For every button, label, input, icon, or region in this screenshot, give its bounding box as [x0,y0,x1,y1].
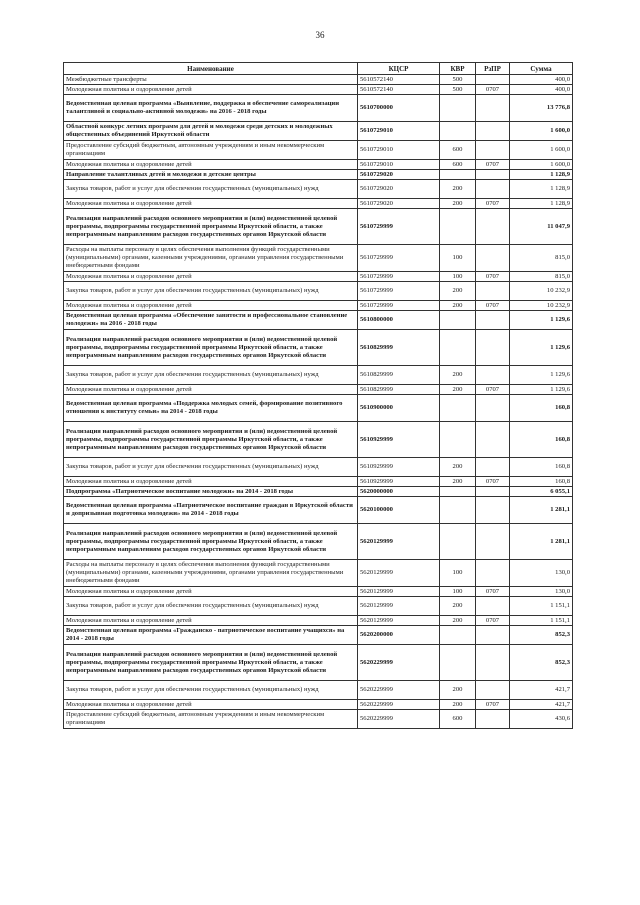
cell-sum: 852,3 [510,626,573,645]
cell-name: Молодежная политика и оздоровление детей [64,301,358,311]
cell-sum: 160,8 [510,477,573,487]
cell-sum: 1 281,1 [510,524,573,560]
cell-rzpr [476,458,510,477]
cell-kcsr: 5620000000 [358,487,440,497]
cell-kcsr: 5620129999 [358,587,440,597]
table-row [64,301,573,311]
table-row [64,458,573,477]
cell-kcsr: 5620229999 [358,645,440,681]
table-row [64,422,573,458]
cell-kvr [440,422,476,458]
cell-kvr [440,395,476,422]
header-rzpr: РзПР [476,63,510,75]
cell-rzpr: 0707 [476,272,510,282]
cell-name: Молодежная политика и оздоровление детей [64,616,358,626]
table-row [64,626,573,645]
cell-rzpr [476,209,510,245]
table-body [64,75,573,729]
cell-sum: 1 151,1 [510,616,573,626]
cell-kcsr: 5620100000 [358,497,440,524]
cell-sum: 421,7 [510,700,573,710]
cell-kcsr: 5610700000 [358,95,440,122]
cell-name: Закупка товаров, работ и услуг для обеспечения государственных (муниципальных) нужд [64,458,358,477]
cell-kcsr: 5620200000 [358,626,440,645]
cell-sum: 1 600,0 [510,160,573,170]
table-row [64,122,573,141]
table-row [64,645,573,681]
cell-sum: 1 129,6 [510,366,573,385]
cell-sum: 815,0 [510,245,573,272]
cell-sum: 421,7 [510,681,573,700]
cell-name: Молодежная политика и оздоровление детей [64,272,358,282]
cell-kcsr: 5620129999 [358,616,440,626]
cell-rzpr [476,626,510,645]
cell-sum: 1 600,0 [510,141,573,160]
cell-rzpr [476,282,510,301]
cell-name: Молодежная политика и оздоровление детей [64,385,358,395]
cell-sum: 400,0 [510,85,573,95]
cell-kvr: 600 [440,710,476,729]
cell-name: Ведомственная целевая программа «Гражданско - патриотическое воспитание учащихся» на 2014 - 2018 годы [64,626,358,645]
cell-name: Предоставление субсидий бюджетным, автономным учреждениям и иным некоммерческим организациям [64,710,358,729]
cell-rzpr [476,681,510,700]
cell-kvr: 200 [440,681,476,700]
cell-name: Расходы на выплаты персоналу в целях обеспечения выполнения функций государственными (муниципальными) органами, казенными учреждениями, органами управления государственными внебюджетными фондами [64,560,358,587]
table-row [64,199,573,209]
table-row [64,710,573,729]
cell-kvr: 500 [440,85,476,95]
cell-kvr [440,170,476,180]
cell-kvr: 200 [440,180,476,199]
cell-kvr [440,487,476,497]
cell-rzpr [476,122,510,141]
cell-kvr [440,209,476,245]
cell-rzpr [476,170,510,180]
cell-name: Ведомственная целевая программа «Выявление, поддержка и обеспечение самореализации талантливой и социально-активной молодежи» на 2016 - 2018 годы [64,95,358,122]
cell-name: Реализация направлений расходов основного мероприятия и (или) ведомственной целевой программы, подпрограммы государственной программы Иркутской области, а также непрограммным направлениям расходов государственных органов Иркутской области [64,330,358,366]
cell-rzpr: 0707 [476,301,510,311]
cell-kcsr: 5610929999 [358,422,440,458]
cell-kvr [440,122,476,141]
table-row [64,85,573,95]
cell-name: Предоставление субсидий бюджетным, автономным учреждениям и иным некоммерческим организациям [64,141,358,160]
table-row [64,311,573,330]
cell-name: Ведомственная целевая программа «Поддержка молодых семей, формирование позитивного отношения к институту семьи» на 2014 - 2018 годы [64,395,358,422]
cell-sum: 852,3 [510,645,573,681]
cell-kcsr: 5610829999 [358,385,440,395]
cell-name: Молодежная политика и оздоровление детей [64,85,358,95]
cell-sum: 815,0 [510,272,573,282]
cell-name: Закупка товаров, работ и услуг для обеспечения государственных (муниципальных) нужд [64,681,358,700]
cell-sum: 1 600,0 [510,122,573,141]
cell-sum: 1 128,9 [510,199,573,209]
cell-rzpr [476,330,510,366]
cell-sum: 430,6 [510,710,573,729]
cell-kcsr: 5610729010 [358,160,440,170]
cell-rzpr [476,366,510,385]
cell-rzpr [476,487,510,497]
cell-kcsr: 5610800000 [358,311,440,330]
cell-name: Реализация направлений расходов основного мероприятия и (или) ведомственной целевой программы, подпрограммы государственной программы Иркутской области, а также непрограммным направлениям расходов государственных органов Иркутской области [64,422,358,458]
cell-rzpr: 0707 [476,85,510,95]
table-row [64,272,573,282]
cell-sum: 1 129,6 [510,385,573,395]
table-row [64,487,573,497]
cell-kvr [440,524,476,560]
cell-name: Закупка товаров, работ и услуг для обеспечения государственных (муниципальных) нужд [64,597,358,616]
cell-kcsr: 5610729999 [358,282,440,301]
cell-rzpr [476,141,510,160]
cell-kcsr: 5620229999 [358,700,440,710]
cell-name: Подпрограмма «Патриотическое воспитание молодежи» на 2014 - 2018 годы [64,487,358,497]
cell-kcsr: 5610900000 [358,395,440,422]
table-row [64,524,573,560]
cell-sum: 160,8 [510,458,573,477]
table-header-row [64,63,573,75]
table-row [64,560,573,587]
cell-sum: 130,0 [510,560,573,587]
cell-name: Молодежная политика и оздоровление детей [64,700,358,710]
cell-kcsr: 5610929999 [358,477,440,487]
header-name: Наименование [64,63,358,75]
cell-kcsr: 5610729020 [358,170,440,180]
cell-rzpr [476,311,510,330]
cell-kvr [440,311,476,330]
cell-rzpr [476,497,510,524]
cell-name: Закупка товаров, работ и услуг для обеспечения государственных (муниципальных) нужд [64,180,358,199]
cell-name: Молодежная политика и оздоровление детей [64,477,358,487]
cell-kvr: 200 [440,199,476,209]
cell-kvr [440,330,476,366]
cell-rzpr [476,560,510,587]
cell-sum: 13 776,8 [510,95,573,122]
cell-kcsr: 5610729010 [358,141,440,160]
cell-kvr: 600 [440,160,476,170]
cell-sum: 10 232,9 [510,301,573,311]
table-row [64,209,573,245]
table-row [64,330,573,366]
cell-kvr: 200 [440,282,476,301]
cell-rzpr: 0707 [476,160,510,170]
cell-rzpr: 0707 [476,700,510,710]
header-sum: Сумма [510,63,573,75]
cell-kvr: 200 [440,458,476,477]
cell-sum: 160,8 [510,422,573,458]
cell-rzpr [476,645,510,681]
cell-kcsr: 5610829999 [358,366,440,385]
cell-rzpr [476,95,510,122]
cell-kcsr: 5610729020 [358,180,440,199]
cell-rzpr [476,395,510,422]
budget-table [63,62,573,729]
cell-sum: 1 281,1 [510,497,573,524]
cell-sum: 1 128,9 [510,180,573,199]
cell-kcsr: 5610729999 [358,245,440,272]
cell-kvr [440,645,476,681]
cell-kvr: 200 [440,700,476,710]
cell-rzpr [476,75,510,85]
table-row [64,681,573,700]
cell-kvr [440,95,476,122]
cell-rzpr: 0707 [476,477,510,487]
cell-name: Молодежная политика и оздоровление детей [64,199,358,209]
cell-kcsr: 5610929999 [358,458,440,477]
cell-kvr: 100 [440,560,476,587]
cell-kcsr: 5620129999 [358,560,440,587]
cell-name: Реализация направлений расходов основного мероприятия и (или) ведомственной целевой программы, подпрограммы государственной программы Иркутской области, а также непрограммным направлениям расходов государственных органов Иркутской области [64,209,358,245]
cell-sum: 130,0 [510,587,573,597]
cell-kcsr: 5620129999 [358,597,440,616]
cell-rzpr [476,524,510,560]
cell-rzpr [476,597,510,616]
cell-name: Реализация направлений расходов основного мероприятия и (или) ведомственной целевой программы, подпрограммы государственной программы Иркутской области, а также непрограммным направлениям расходов государственных органов Иркутской области [64,524,358,560]
cell-kvr: 600 [440,141,476,160]
cell-rzpr [476,245,510,272]
table-row [64,141,573,160]
cell-rzpr: 0707 [476,587,510,597]
header-kcsr: КЦСР [358,63,440,75]
cell-kvr: 200 [440,477,476,487]
cell-sum: 10 232,9 [510,282,573,301]
cell-kvr: 200 [440,301,476,311]
cell-rzpr [476,422,510,458]
cell-sum: 1 129,6 [510,330,573,366]
cell-rzpr: 0707 [476,385,510,395]
cell-kvr: 100 [440,245,476,272]
table-row [64,616,573,626]
table-row [64,477,573,487]
table-row [64,170,573,180]
cell-name: Направление талантливых детей и молодежи в детские центры [64,170,358,180]
cell-kcsr: 5610729999 [358,209,440,245]
cell-kvr: 200 [440,385,476,395]
table-row [64,160,573,170]
cell-sum: 1 128,9 [510,170,573,180]
cell-kcsr: 5620129999 [358,524,440,560]
table-row [64,597,573,616]
cell-rzpr [476,180,510,199]
cell-kcsr: 5610729999 [358,272,440,282]
cell-kcsr: 5610729010 [358,122,440,141]
cell-name: Молодежная политика и оздоровление детей [64,587,358,597]
cell-kcsr: 5610729999 [358,301,440,311]
cell-kvr: 100 [440,587,476,597]
cell-sum: 160,8 [510,395,573,422]
cell-kcsr: 5610572140 [358,75,440,85]
cell-name: Расходы на выплаты персоналу в целях обеспечения выполнения функций государственными (муниципальными) органами, казенными учреждениями, органами управления государственными внебюджетными фондами [64,245,358,272]
cell-kcsr: 5620229999 [358,710,440,729]
cell-sum: 6 055,1 [510,487,573,497]
cell-kvr: 200 [440,366,476,385]
cell-name: Закупка товаров, работ и услуг для обеспечения государственных (муниципальных) нужд [64,282,358,301]
cell-kcsr: 5610572140 [358,85,440,95]
cell-name: Ведомственная целевая программа «Патриотическое воспитание граждан в Иркутской области и допризывная подготовка молодежи» на 2014 - 2018 годы [64,497,358,524]
header-kvr: КВР [440,63,476,75]
cell-name: Областной конкурс летних программ для детей и молодежи среди детских и молодежных общественных объединений Иркутской области [64,122,358,141]
table-row [64,245,573,272]
cell-name: Реализация направлений расходов основного мероприятия и (или) ведомственной целевой программы, подпрограммы государственной программы Иркутской области, а также непрограммным направлениям расходов государственных органов Иркутской области [64,645,358,681]
cell-kvr: 200 [440,597,476,616]
cell-kcsr: 5610829999 [358,330,440,366]
cell-name: Ведомственная целевая программа «Обеспечение занятости и профессиональное становление молодежи» на 2016 - 2018 годы [64,311,358,330]
cell-rzpr: 0707 [476,199,510,209]
table-row [64,385,573,395]
table-row [64,95,573,122]
table-row [64,180,573,199]
cell-sum: 400,0 [510,75,573,85]
cell-kcsr: 5620229999 [358,681,440,700]
table-row [64,395,573,422]
page-number: 36 [315,30,325,40]
table-row [64,282,573,301]
cell-rzpr: 0707 [476,616,510,626]
table-row [64,75,573,85]
cell-kvr [440,497,476,524]
cell-kvr [440,626,476,645]
cell-name: Закупка товаров, работ и услуг для обеспечения государственных (муниципальных) нужд [64,366,358,385]
table-row [64,587,573,597]
cell-name: Межбюджетные трансферты [64,75,358,85]
cell-sum: 1 129,6 [510,311,573,330]
cell-kvr: 100 [440,272,476,282]
cell-rzpr [476,710,510,729]
table-row [64,700,573,710]
cell-name: Молодежная политика и оздоровление детей [64,160,358,170]
cell-kvr: 200 [440,616,476,626]
cell-kvr: 500 [440,75,476,85]
cell-kcsr: 5610729020 [358,199,440,209]
cell-sum: 1 151,1 [510,597,573,616]
table-row [64,497,573,524]
cell-sum: 11 047,9 [510,209,573,245]
table-row [64,366,573,385]
